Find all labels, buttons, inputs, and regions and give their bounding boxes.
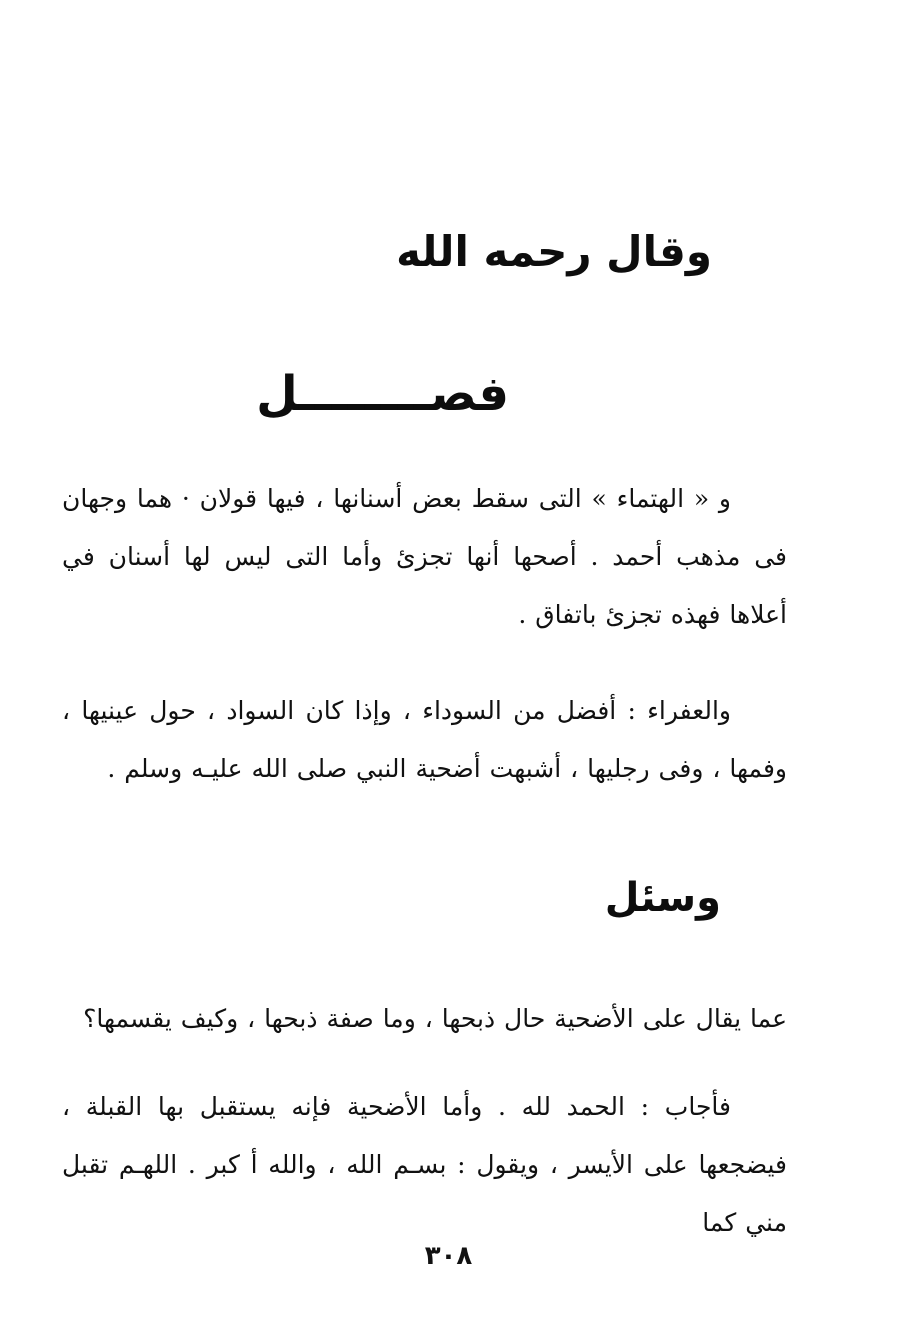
paragraph-question <box>62 990 787 1048</box>
intro-heading: وقال رحمه الله <box>396 227 712 276</box>
paragraph-answer <box>62 1078 787 1252</box>
question-heading: وسئل <box>604 875 721 921</box>
paragraph-text: عما يقال على الأضحية حال ذبحها ، وما صفة ذبحها ، وكيف يقسمها؟ <box>83 1004 787 1033</box>
paragraph-hatma <box>62 470 787 644</box>
paragraph-text: والعفراء : أفضل من السوداء ، وإذا كان السواد ، حول عينيها ، وفمها ، وفى رجليها ، أشبهت أضحية النبي صلى الله عليـه وسلم . <box>62 696 787 783</box>
paragraph-text: فأجاب : الحمد لله . وأما الأضحية فإنه يستقبل بها القبلة ، فيضجعها على الأيسر ، ويقول : بسـم الله ، والله أ كبر . اللهـم تقبل مني كما <box>62 1092 787 1237</box>
section-heading: فصــــــــل <box>256 366 509 422</box>
paragraph-text: و « الهتماء » التى سقط بعض أسنانها ، فيها قولان · هما وجهان فى مذهب أحمد . أصحها أنها تجزئ وأما التى ليس لها أسنان في أعلاها فهذه تجزئ باتفاق . <box>62 484 787 629</box>
page-number: ٣٠٨ <box>424 1241 473 1271</box>
paragraph-afra <box>62 682 787 798</box>
